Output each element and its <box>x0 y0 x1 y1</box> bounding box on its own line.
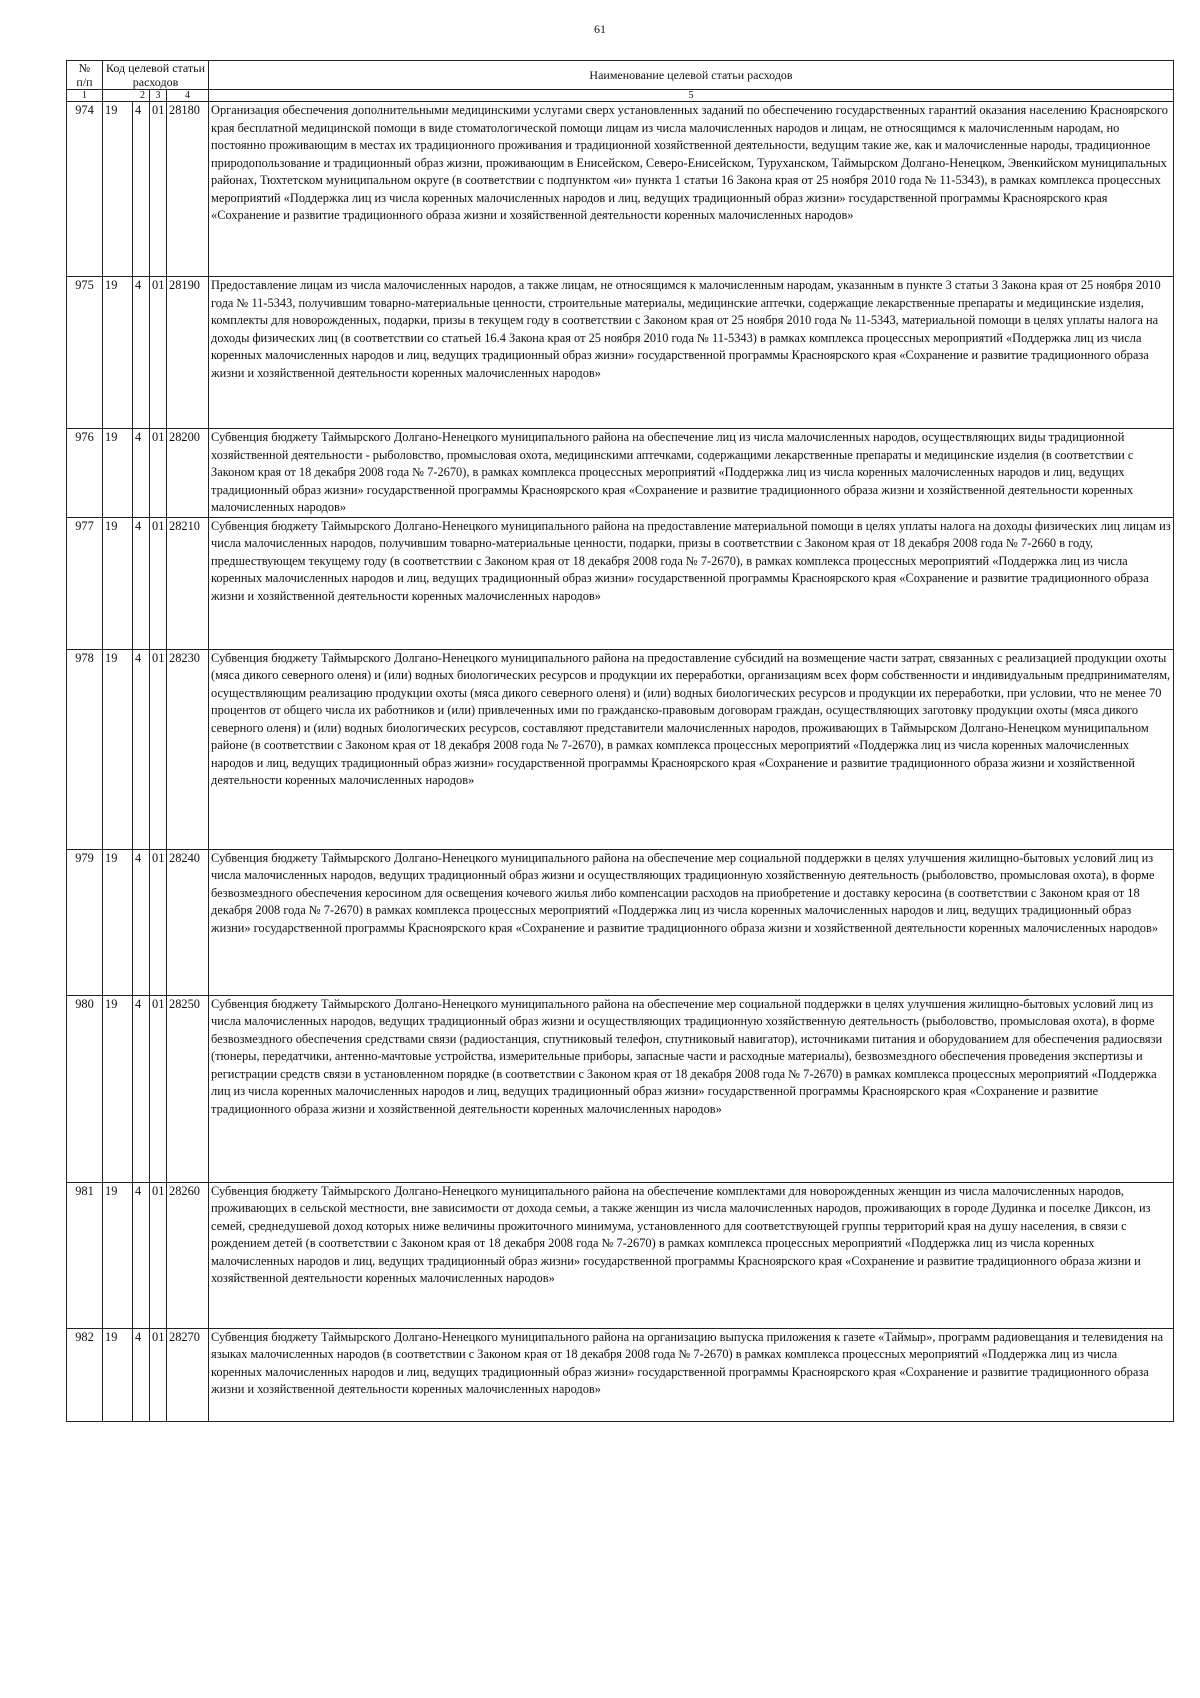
table-row <box>67 1182 1174 1328</box>
code-part-2: 4 <box>133 277 150 429</box>
code-part-1: 19 <box>103 102 133 277</box>
code-part-3: 01 <box>150 649 167 849</box>
column-number-4: 4 <box>167 90 209 102</box>
code-part-1: 19 <box>103 1182 133 1328</box>
code-part-3: 01 <box>150 102 167 277</box>
code-part-1: 19 <box>103 429 133 518</box>
code-part-3: 01 <box>150 995 167 1182</box>
code-part-2: 4 <box>133 429 150 518</box>
row-description: Субвенция бюджету Таймырского Долгано-Ненецкого муниципального района на обеспечение мер социальной поддержки в целях улучшения жилищно-бытовых условий лиц из числа малочисленных народов, ведущих традиционный образ жизни и осуществляющих традиционную хозяйственную деятельность (рыболовство, промысловая охота), в форме безвозмездного обеспечения средствами связи (радиостанция, спутниковый телефон, спутниковый навигатор), источниками питания и оборудованием для обеспечения радиосвязи (тюнеры, передатчики, антенно-мачтовые устройства, измерительные приборы, запасные части и расходные материалы), безвозмездного обеспечения проведения экспертизы и регистрации средств связи в установленном порядке (в соответствии с Законом края от 18 декабря 2008 года № 7-2670) в рамках комплекса процессных мероприятий «Поддержка лиц из числа коренных малочисленных народов и лиц, ведущих традиционный образ жизни» государственной программы Красноярского края «Сохранение и развитие традиционного образа жизни и хозяйственной деятельности коренных малочисленных народов» <box>209 995 1174 1182</box>
code-part-1: 19 <box>103 849 133 995</box>
row-description: Субвенция бюджету Таймырского Долгано-Ненецкого муниципального района на предоставление материальной помощи в целях уплаты налога на доходы физических лиц лицам из числа малочисленных народов, получившим товарно-материальные ценности, подарки, призы в соответствии с Законом края от 18 декабря 2008 года № 7-2660 в году, предшествующем текущему году (в соответствии с Законом края от 18 декабря 2008 года № 7-2670), в рамках комплекса процессных мероприятий «Поддержка лиц из числа коренных малочисленных народов и лиц, ведущих традиционный образ жизни» государственной программы Красноярского края «Сохранение и развитие традиционного образа жизни и хозяйственной деятельности коренных малочисленных народов» <box>209 517 1174 649</box>
row-number: 980 <box>67 995 103 1182</box>
code-part-2: 4 <box>133 1182 150 1328</box>
code-part-3: 01 <box>150 277 167 429</box>
row-number: 977 <box>67 517 103 649</box>
header-number: № п/п <box>67 61 103 90</box>
code-part-4: 28180 <box>167 102 209 277</box>
budget-table <box>66 60 1174 1422</box>
code-part-4: 28230 <box>167 649 209 849</box>
row-description: Организация обеспечения дополнительными медицинскими услугами сверх установленных заданий по обеспечению государственных гарантий оказания населению Красноярского края бесплатной медицинской помощи в виде стоматологической помощи лицам из числа малочисленных народов и лицам, не относящимся к малочисленным народам, но постоянно проживающим в местах их традиционного проживания и традиционной хозяйственной деятельности, ведущим такие же, как и малочисленные народы, традиционное природопользование и традиционный образ жизни, проживающим в Енисейском, Северо-Енисейском, Туруханском, Таймырском Долгано-Ненецком, Эвенкийском муниципальных районах, Тюхтетском муниципальном округе (в соответствии с подпунктом «и» пункта 1 статьи 16 Закона края от 25 ноября 2010 года № 11-5343), в рамках комплекса процессных мероприятий «Поддержка лиц из числа коренных малочисленных народов и лиц, ведущих традиционный образ жизни» государственной программы Красноярского края «Сохранение и развитие традиционного образа жизни и хозяйственной деятельности коренных малочисленных народов» <box>209 102 1174 277</box>
code-part-2: 4 <box>133 995 150 1182</box>
code-part-1: 19 <box>103 1328 133 1421</box>
column-number-1: 1 <box>67 90 103 102</box>
code-part-2: 4 <box>133 102 150 277</box>
code-part-4: 28200 <box>167 429 209 518</box>
code-part-1: 19 <box>103 517 133 649</box>
code-part-2: 4 <box>133 517 150 649</box>
table-row <box>67 102 1174 277</box>
code-part-4: 28240 <box>167 849 209 995</box>
code-part-1: 19 <box>103 995 133 1182</box>
row-number: 976 <box>67 429 103 518</box>
row-description: Субвенция бюджету Таймырского Долгано-Ненецкого муниципального района на обеспечение комплектами для новорожденных женщин из числа малочисленных народов, проживающих в сельской местности, вне зависимости от дохода семьи, а также женщин из числа малочисленных народов, проживающих в городе Дудинка и поселке Диксон, из семей, среднедушевой доход которых ниже величины прожиточного минимума, установленного для соответствующей группы территорий края на душу населения, в связи с рождением детей (в соответствии с Законом края от 18 декабря 2008 года № 7-2670) в рамках комплекса процессных мероприятий «Поддержка лиц из числа коренных малочисленных народов и лиц, ведущих традиционный образ жизни» государственной программы Красноярского края «Сохранение и развитие традиционного образа жизни и хозяйственной деятельности коренных малочисленных народов» <box>209 1182 1174 1328</box>
code-part-2: 4 <box>133 1328 150 1421</box>
row-description: Субвенция бюджету Таймырского Долгано-Ненецкого муниципального района на предоставление субсидий на возмещение части затрат, связанных с реализацией продукции охоты (мяса дикого северного оленя) и (или) водных биологических ресурсов и продукции их переработки, организациям всех форм собственности и индивидуальным предпринимателям, осуществляющим реализацию продукции охоты (мяса дикого северного оленя) и (или) водных биологических ресурсов и продукции их переработки, при условии, что не менее 70 процентов от общего числа их работников и (или) привлеченных ими по гражданско-правовым договорам граждан, осуществляющих заготовку продукции охоты (мяса дикого северного оленя) и (или) водных биологических ресурсов, составляют представители малочисленных народов, проживающих в Таймырском Долгано-Ненецком муниципальном районе (в соответствии с Законом края от 18 декабря 2008 года № 7-2670), в рамках комплекса процессных мероприятий «Поддержка лиц из числа коренных малочисленных народов и лиц, ведущих традиционный образ жизни» государственной программы Красноярского края «Сохранение и развитие традиционного образа жизни и хозяйственной деятельности коренных малочисленных народов» <box>209 649 1174 849</box>
column-number-2: 2 <box>103 90 150 102</box>
header-name: Наименование целевой статьи расходов <box>209 61 1174 90</box>
column-number-3: 3 <box>150 90 167 102</box>
table-row <box>67 849 1174 995</box>
row-number: 974 <box>67 102 103 277</box>
table-row <box>67 995 1174 1182</box>
column-number-5: 5 <box>209 90 1174 102</box>
code-part-3: 01 <box>150 849 167 995</box>
code-part-3: 01 <box>150 517 167 649</box>
row-description: Субвенция бюджету Таймырского Долгано-Ненецкого муниципального района на обеспечение мер социальной поддержки в целях улучшения жилищно-бытовых условий лиц из числа малочисленных народов, ведущих традиционный образ жизни и осуществляющих традиционную хозяйственную деятельность (рыболовство, промысловая охота), в форме безвозмездного обеспечения керосином для освещения кочевого жилья либо компенсации расходов на приобретение и доставку керосина (в соответствии с Законом края от 18 декабря 2008 года № 7-2670) в рамках комплекса процессных мероприятий «Поддержка лиц из числа коренных малочисленных народов и лиц, ведущих традиционный образ жизни» государственной программы Красноярского края «Сохранение и развитие традиционного образа жизни и хозяйственной деятельности коренных малочисленных народов» <box>209 849 1174 995</box>
code-part-3: 01 <box>150 1328 167 1421</box>
row-number: 981 <box>67 1182 103 1328</box>
table-row <box>67 517 1174 649</box>
column-numbering-row <box>67 90 1174 102</box>
code-part-4: 28250 <box>167 995 209 1182</box>
table-row <box>67 277 1174 429</box>
row-description: Субвенция бюджету Таймырского Долгано-Ненецкого муниципального района на организацию выпуска приложения к газете «Таймыр», программ радиовещания и телевидения на языках малочисленных народов (в соответствии с Законом края от 18 декабря 2008 года № 7-2670) в рамках комплекса процессных мероприятий «Поддержка лиц из числа коренных малочисленных народов и лиц, ведущих традиционный образ жизни» государственной программы Красноярского края «Сохранение и развитие традиционного образа жизни и хозяйственной деятельности коренных малочисленных народов» <box>209 1328 1174 1421</box>
code-part-4: 28210 <box>167 517 209 649</box>
row-description: Субвенция бюджету Таймырского Долгано-Ненецкого муниципального района на обеспечение лиц из числа малочисленных народов, осуществляющих виды традиционной хозяйственной деятельности - рыболовство, промысловая охота, медицинскими аптечками, содержащими лекарственные препараты и медицинские изделия (в соответствии с Законом края от 18 декабря 2008 года № 7-2670), в рамках комплекса процессных мероприятий «Поддержка лиц из числа коренных малочисленных народов и лиц, ведущих традиционный образ жизни» государственной программы Красноярского края «Сохранение и развитие традиционного образа жизни и хозяйственной деятельности коренных малочисленных народов» <box>209 429 1174 518</box>
code-part-3: 01 <box>150 429 167 518</box>
code-part-1: 19 <box>103 277 133 429</box>
code-part-4: 28190 <box>167 277 209 429</box>
code-part-4: 28260 <box>167 1182 209 1328</box>
code-part-2: 4 <box>133 849 150 995</box>
table-row <box>67 1328 1174 1421</box>
table-row <box>67 429 1174 518</box>
row-description: Предоставление лицам из числа малочисленных народов, а также лицам, не относящимся к малочисленным народам, указанным в пункте 3 статьи 3 Закона края от 25 ноября 2010 года № 11-5343, получившим товарно-материальные ценности, строительные материалы, медицинские аптечки, содержащие лекарственные препараты и медицинские изделия, комплекты для новорожденных, подарки, призы в текущем году в соответствии с Законом края от 25 ноября 2010 года № 11-5343, материальной помощи в целях уплаты налога на доходы физических лиц (в соответствии со статьей 16.4 Закона края от 25 ноября 2010 года № 11-5343) в рамках комплекса процессных мероприятий «Поддержка лиц из числа коренных малочисленных народов и лиц, ведущих традиционный образ жизни» государственной программы Красноярского края «Сохранение и развитие традиционного образа жизни и хозяйственной деятельности коренных малочисленных народов» <box>209 277 1174 429</box>
table-header-row <box>67 61 1174 90</box>
code-part-4: 28270 <box>167 1328 209 1421</box>
header-code-group: Код целевой статьи расходов <box>103 61 209 90</box>
row-number: 982 <box>67 1328 103 1421</box>
page-number: 61 <box>594 22 606 36</box>
code-part-3: 01 <box>150 1182 167 1328</box>
row-number: 978 <box>67 649 103 849</box>
row-number: 979 <box>67 849 103 995</box>
code-part-1: 19 <box>103 649 133 849</box>
table-row <box>67 649 1174 849</box>
row-number: 975 <box>67 277 103 429</box>
code-part-2: 4 <box>133 649 150 849</box>
